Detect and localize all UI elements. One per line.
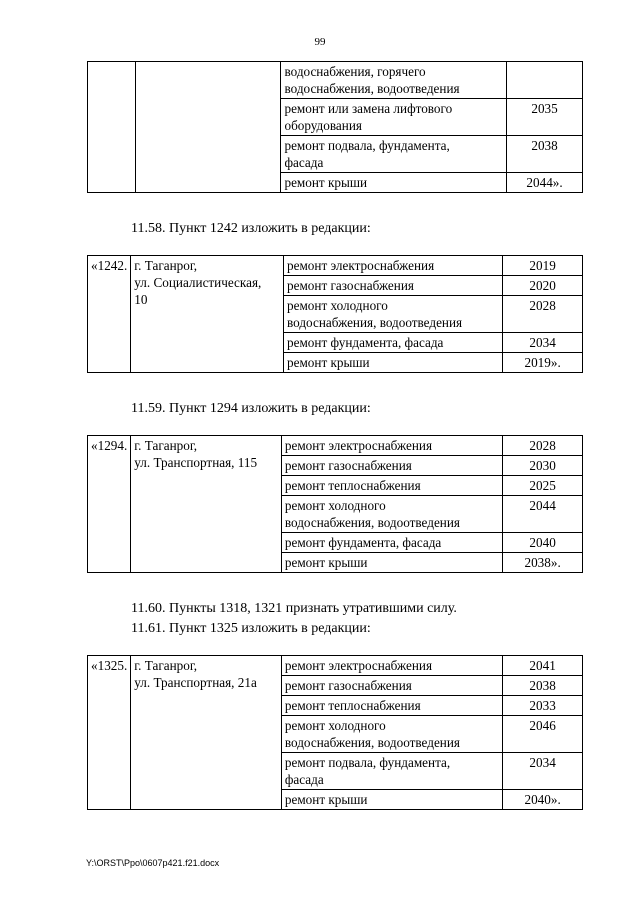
work-type-line: ремонт теплоснабжения xyxy=(284,698,421,713)
work-type-line: ремонт крыши xyxy=(287,355,370,370)
work-type-cell xyxy=(281,476,502,496)
work-type-line: фасада xyxy=(284,155,324,170)
year-value: 2033 xyxy=(529,698,556,713)
address-cell xyxy=(135,62,281,193)
year-value: 2044 xyxy=(529,498,556,513)
year-cell xyxy=(503,696,583,716)
work-type-cell xyxy=(281,136,507,173)
work-type-line: ремонт электроснабжения xyxy=(287,258,435,273)
work-type-cell xyxy=(281,456,502,476)
work-type-cell xyxy=(284,256,503,276)
year-value: 2019». xyxy=(524,355,561,370)
work-type-cell xyxy=(284,276,503,296)
address-cell xyxy=(131,256,284,373)
year-value: 2046 xyxy=(529,718,556,733)
work-type-cell xyxy=(281,676,502,696)
table-row xyxy=(88,436,583,456)
continuation-table xyxy=(87,61,583,193)
year-cell xyxy=(503,753,583,790)
year-value: 2035 xyxy=(531,101,558,116)
year-value: 2044». xyxy=(526,175,563,190)
year-cell xyxy=(503,553,583,573)
paragraph-11-59: 11.59. Пункт 1294 изложить в редакции: xyxy=(131,401,371,416)
table-1242-body xyxy=(88,256,583,373)
work-type-line: ремонт крыши xyxy=(284,555,368,570)
work-type-line: ремонт крыши xyxy=(284,175,368,190)
work-type-cell xyxy=(281,553,502,573)
year-value: 2038 xyxy=(529,678,556,693)
year-cell xyxy=(503,276,583,296)
year-cell xyxy=(503,456,583,476)
work-type-line: ремонт подвала, фундамента, xyxy=(284,755,451,770)
work-type-cell xyxy=(281,436,502,456)
table-row xyxy=(88,62,583,99)
work-type-line: ремонт крыши xyxy=(284,792,368,807)
paragraph-11-58: 11.58. Пункт 1242 изложить в редакции: xyxy=(131,221,371,236)
work-type-line: водоснабжения, водоотведения xyxy=(284,735,460,750)
year-value: 2034 xyxy=(529,755,556,770)
year-cell xyxy=(503,790,583,810)
work-type-cell xyxy=(281,533,502,553)
item-number: «1325. xyxy=(91,658,128,673)
work-type-line: ремонт газоснабжения xyxy=(284,678,412,693)
work-type-cell xyxy=(284,296,503,333)
year-cell xyxy=(507,99,583,136)
file-path-footer: Y:\ORST\Ppo\0607p421.f21.docx xyxy=(86,858,220,868)
work-type-line: оборудования xyxy=(284,118,362,133)
work-type-cell xyxy=(281,496,502,533)
year-cell xyxy=(503,296,583,333)
work-type-cell xyxy=(281,656,502,676)
address-line: ул. Транспортная, 115 xyxy=(134,455,258,470)
table-1325-body xyxy=(88,656,583,810)
work-type-cell xyxy=(284,333,503,353)
work-type-line: водоснабжения, горячего xyxy=(284,64,426,79)
table-1294 xyxy=(87,435,583,573)
work-type-line: фасада xyxy=(284,772,324,787)
work-type-line: ремонт газоснабжения xyxy=(287,278,414,293)
year-value: 2040 xyxy=(529,535,556,550)
year-value: 2038 xyxy=(531,138,558,153)
table-1294-body xyxy=(88,436,583,573)
address-line: г. Таганрог, xyxy=(134,258,198,273)
work-type-cell xyxy=(281,790,502,810)
item-number-cell xyxy=(88,656,131,810)
work-type-line: ремонт теплоснабжения xyxy=(284,478,421,493)
work-type-line: ремонт холодного xyxy=(284,498,386,513)
year-value: 2025 xyxy=(529,478,556,493)
address-cell xyxy=(131,436,282,573)
year-cell xyxy=(503,716,583,753)
table-row xyxy=(88,256,583,276)
work-type-line: ремонт газоснабжения xyxy=(284,458,412,473)
work-type-line: водоснабжения, водоотведения xyxy=(284,515,460,530)
work-type-cell xyxy=(281,716,502,753)
paragraph-11-60: 11.60. Пункты 1318, 1321 признать утратившими силу. xyxy=(131,601,457,616)
year-cell xyxy=(507,136,583,173)
paragraph-11-61: 11.61. Пункт 1325 изложить в редакции: xyxy=(131,621,371,636)
page-number: 99 xyxy=(314,36,326,48)
address-line: г. Таганрог, xyxy=(134,438,198,453)
year-cell xyxy=(503,436,583,456)
work-type-line: водоснабжения, водоотведения xyxy=(287,315,463,330)
work-type-line: ремонт холодного xyxy=(287,298,388,313)
item-number-cell xyxy=(88,62,136,193)
work-type-cell xyxy=(281,696,502,716)
continuation-table-body xyxy=(88,62,583,193)
year-cell xyxy=(503,476,583,496)
year-value: 2041 xyxy=(529,658,556,673)
year-value: 2030 xyxy=(529,458,556,473)
table-1325 xyxy=(87,655,583,810)
year-cell xyxy=(503,533,583,553)
work-type-cell xyxy=(281,173,507,193)
address-cell xyxy=(131,656,282,810)
item-number-cell xyxy=(88,256,131,373)
year-value: 2038». xyxy=(524,555,561,570)
item-number: «1294. xyxy=(91,438,128,453)
year-value: 2019 xyxy=(529,258,556,273)
year-value: 2028 xyxy=(529,298,556,313)
year-cell xyxy=(503,656,583,676)
year-value: 2040». xyxy=(524,792,561,807)
table-1242 xyxy=(87,255,583,373)
year-cell xyxy=(507,173,583,193)
work-type-cell xyxy=(281,62,507,99)
item-number: «1242. xyxy=(91,258,128,273)
work-type-cell xyxy=(284,353,503,373)
year-cell xyxy=(503,353,583,373)
year-cell xyxy=(503,333,583,353)
year-cell xyxy=(503,496,583,533)
work-type-line: ремонт холодного xyxy=(284,718,386,733)
item-number-cell xyxy=(88,436,131,573)
address-line: ул. Транспортная, 21а xyxy=(134,675,257,690)
year-cell xyxy=(507,62,583,99)
work-type-line: ремонт или замена лифтового xyxy=(284,101,453,116)
table-row xyxy=(88,656,583,676)
work-type-cell xyxy=(281,99,507,136)
work-type-line: ремонт подвала, фундамента, xyxy=(284,138,450,153)
work-type-line: ремонт электроснабжения xyxy=(284,438,433,453)
year-value: 2034 xyxy=(529,335,556,350)
year-value: 2020 xyxy=(529,278,556,293)
work-type-line: ремонт электроснабжения xyxy=(284,658,433,673)
address-line: 10 xyxy=(134,292,148,307)
year-cell xyxy=(503,676,583,696)
work-type-cell xyxy=(281,753,502,790)
work-type-line: ремонт фундамента, фасада xyxy=(284,535,442,550)
work-type-line: ремонт фундамента, фасада xyxy=(287,335,444,350)
year-value: 2028 xyxy=(529,438,556,453)
address-line: ул. Социалистическая, xyxy=(134,275,262,290)
year-cell xyxy=(503,256,583,276)
work-type-line: водоснабжения, водоотведения xyxy=(284,81,460,96)
address-line: г. Таганрог, xyxy=(134,658,198,673)
